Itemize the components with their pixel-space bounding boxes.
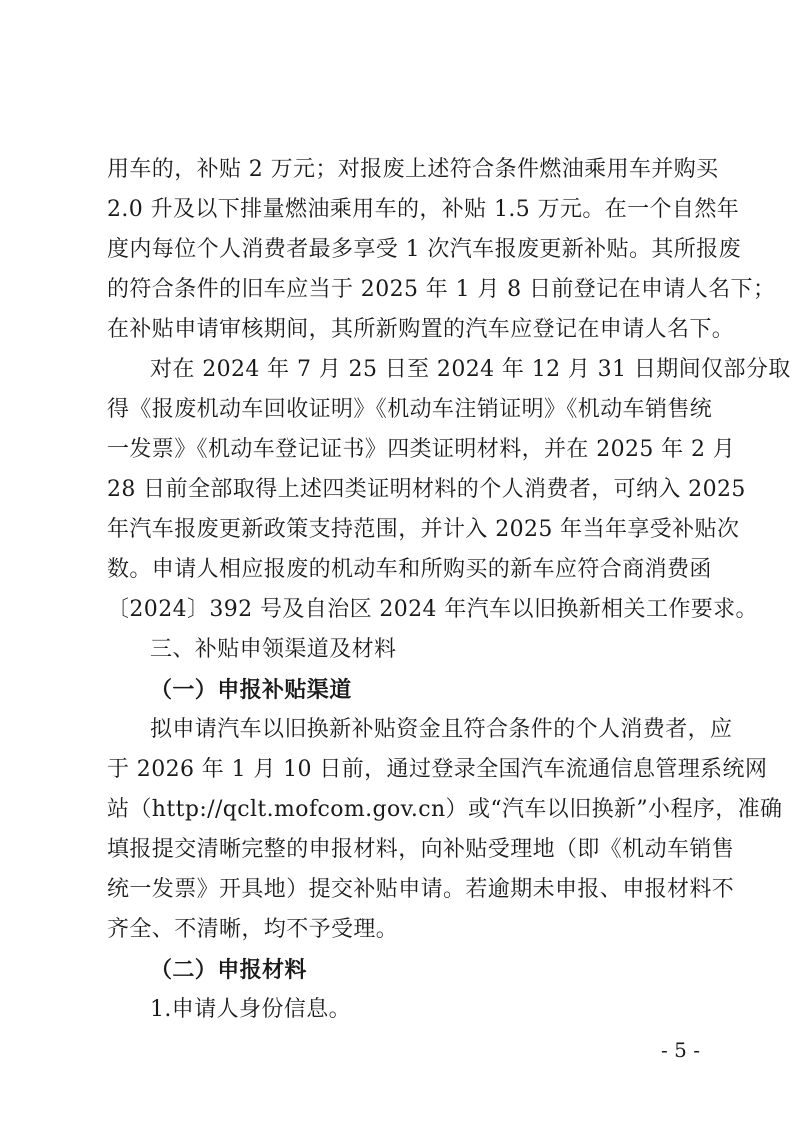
- paragraph-line: 得《报废机动车回收证明》《机动车注销证明》《机动车销售统: [107, 397, 713, 422]
- paragraph-line: 对在 2024 年 7 月 25 日至 2024 年 12 月 31 日期间仅部分取: [150, 357, 791, 382]
- paragraph-line: 数。申请人相应报废的机动车和所购买的新车应符合商消费函: [107, 557, 712, 582]
- paragraph-line: 的符合条件的旧车应当于 2025 年 1 月 8 日前登记在申请人名下；: [107, 277, 776, 302]
- subsection-heading: （二）申报材料: [150, 957, 307, 983]
- paragraph-line: 于 2026 年 1 月 10 日前，通过登录全国汽车流通信息管理系统网: [107, 757, 768, 782]
- paragraph-line: 〔2024〕392 号及自治区 2024 年汽车以旧换新相关工作要求。: [107, 597, 758, 622]
- paragraph-line: 拟申请汽车以旧换新补贴资金且符合条件的个人消费者，应: [150, 717, 733, 742]
- page-number: - 5 -: [661, 1038, 700, 1062]
- paragraph-line: 在补贴申请审核期间，其所新购置的汽车应登记在申请人名下。: [107, 317, 735, 342]
- subsection-heading: （一）申报补贴渠道: [150, 677, 352, 703]
- paragraph-line: 一发票》《机动车登记证书》四类证明材料，并在 2025 年 2 月: [107, 437, 736, 462]
- paragraph-line: 站（http://qclt.mofcom.gov.cn）或“汽车以旧换新”小程序，准确: [107, 797, 783, 822]
- paragraph-line: 用车的，补贴 2 万元；对报废上述符合条件燃油乘用车并购买: [107, 157, 719, 182]
- paragraph-line: 填报提交清晰完整的申报材料，向补贴受理地（即《机动车销售: [107, 837, 735, 862]
- paragraph-line: 度内每位个人消费者最多享受 1 次汽车报废更新补贴。其所报废: [107, 237, 741, 262]
- paragraph-line: 齐全、不清晰，均不予受理。: [107, 917, 399, 942]
- section-heading: 三、补贴申领渠道及材料: [150, 637, 397, 662]
- paragraph-line: 统一发票》开具地）提交补贴申请。若逾期未申报、申报材料不: [107, 877, 735, 902]
- paragraph-line: 2.0 升及以下排量燃油乘用车的，补贴 1.5 万元。在一个自然年: [107, 197, 740, 222]
- paragraph-line: 28 日前全部取得上述四类证明材料的个人消费者，可纳入 2025: [107, 477, 746, 502]
- paragraph-line: 年汽车报废更新政策支持范围，并计入 2025 年当年享受补贴次: [107, 517, 740, 542]
- list-item: 1.申请人身份信息。: [150, 997, 351, 1022]
